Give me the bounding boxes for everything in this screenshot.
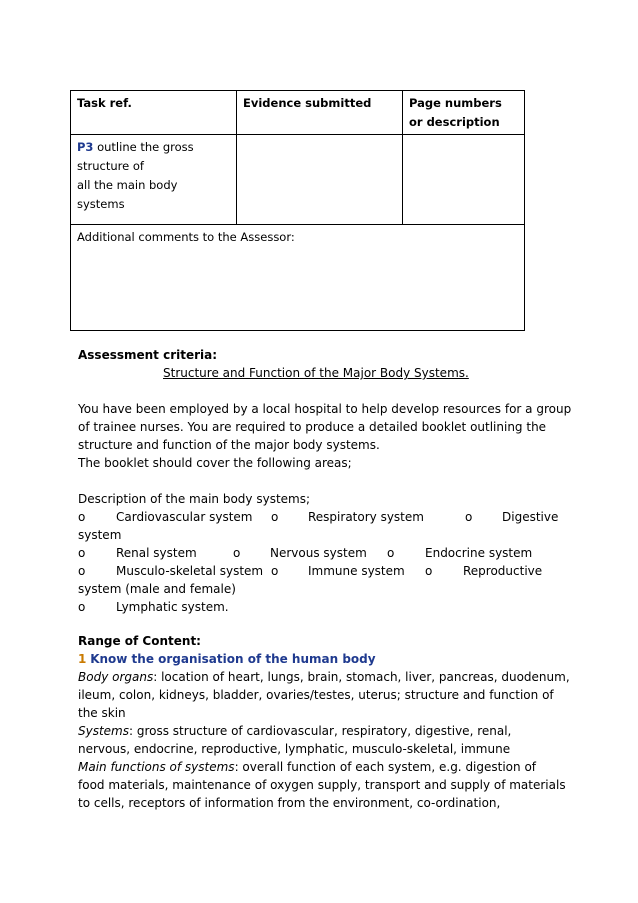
system-digestive: Digestive (502, 510, 559, 524)
body-organs-text: ileum, colon, kidneys, bladder, ovaries/testes, uterus; structure and function of (78, 688, 554, 702)
main-functions-label: Main functions of systems (78, 760, 235, 774)
comments-label: Additional comments to the Assessor: (77, 230, 295, 244)
assessment-section (78, 346, 572, 616)
bullet: o (387, 546, 395, 560)
system-respiratory: Respiratory system (308, 510, 424, 524)
para-line: of trainee nurses. You are required to produce a detailed booklet outlining the (78, 420, 547, 434)
page-numbers-cell[interactable] (403, 135, 525, 225)
para-line: structure and function of the major body systems. (78, 438, 380, 452)
range-topic-number: 1 (78, 652, 87, 666)
assessment-heading: Assessment criteria: (78, 348, 218, 362)
task-text-line: outline the gross (97, 140, 194, 154)
header-task-ref: Task ref. (71, 91, 237, 135)
task-code: P3 (77, 140, 94, 154)
main-functions-text: : overall function of each system, e.g. digestion of (234, 760, 537, 774)
system-immune: Immune system (308, 564, 405, 578)
system-lymphatic: Lymphatic system. (116, 600, 229, 614)
para-line: The booklet should cover the following areas; (78, 456, 352, 470)
systems-row (78, 544, 568, 562)
body-organs-text: : location of heart, lungs, brain, stomach, liver, pancreas, duodenum, (153, 670, 570, 684)
bullet: o (78, 546, 86, 560)
body-organs-label: Body organs (78, 670, 154, 684)
systems-text: : gross structure of cardiovascular, respiratory, digestive, renal, (129, 724, 512, 738)
bullet: o (271, 564, 279, 578)
task-text-line: all the main body (77, 178, 178, 192)
evidence-cell[interactable] (237, 135, 403, 225)
range-topic-title: Know the organisation of the human body (90, 652, 376, 666)
desc-intro: Description of the main body systems; (78, 492, 311, 506)
systems-row (78, 598, 568, 616)
system-endocrine: Endocrine system (425, 546, 533, 560)
task-cell (71, 135, 237, 225)
systems-row (78, 562, 568, 580)
system-musculo-skeletal: Musculo-skeletal system (116, 564, 264, 578)
task-table (70, 90, 525, 331)
body-organs-text: the skin (78, 706, 126, 720)
header-page-numbers: Page numbers or description (403, 91, 525, 135)
systems-label: Systems (78, 724, 129, 738)
comments-cell[interactable] (71, 225, 525, 331)
main-functions-text: food materials, maintenance of oxygen supply, transport and supply of materials (78, 778, 566, 792)
bullet: o (78, 564, 86, 578)
para-line: You have been employed by a local hospital to help develop resources for a group (78, 402, 572, 416)
header-evidence: Evidence submitted (237, 91, 403, 135)
systems-row (78, 508, 568, 526)
system-reproductive-cont: system (male and female) (78, 582, 236, 596)
range-heading: Range of Content: (78, 634, 201, 648)
bullet: o (78, 510, 86, 524)
bullet: o (465, 510, 473, 524)
main-functions-text: to cells, receptors of information from the environment, co-ordination, (78, 796, 501, 810)
system-digestive-cont: system (78, 528, 122, 542)
task-text-line: systems (77, 197, 125, 211)
system-reproductive: Reproductive (463, 564, 543, 578)
bullet: o (425, 564, 433, 578)
systems-text: nervous, endocrine, reproductive, lymphatic, musculo-skeletal, immune (78, 742, 511, 756)
assessment-subtitle: Structure and Function of the Major Body Systems. (163, 366, 469, 380)
range-section (78, 632, 568, 812)
bullet: o (233, 546, 241, 560)
system-nervous: Nervous system (270, 546, 367, 560)
bullet: o (271, 510, 279, 524)
system-cardiovascular: Cardiovascular system (116, 510, 253, 524)
bullet: o (78, 600, 86, 614)
system-renal: Renal system (116, 546, 197, 560)
task-text-line: structure of (77, 159, 144, 173)
